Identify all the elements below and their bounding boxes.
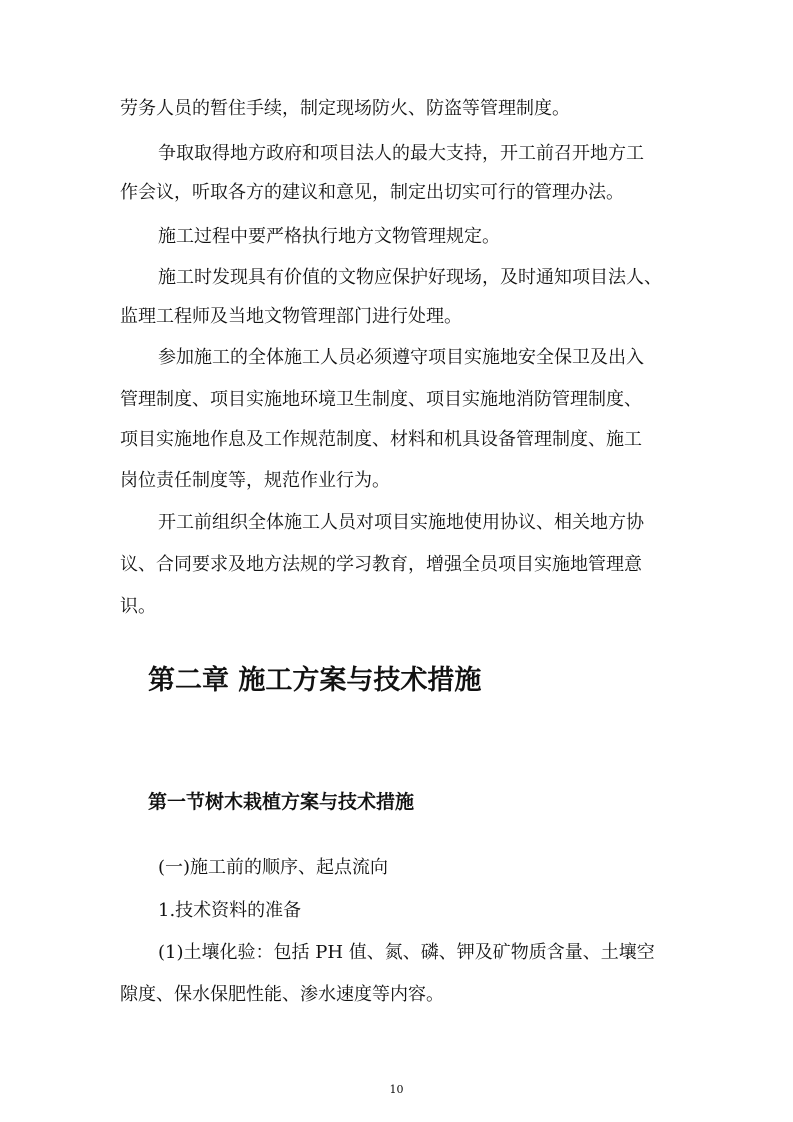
- list-item: (1)土壤化验：包括 PH 值、氮、磷、钾及矿物质含量、土壤空: [158, 942, 655, 963]
- body-text-line: 议、合同要求及地方法规的学习教育，增强全员项目实施地管理意: [120, 554, 642, 575]
- page-number: 10: [389, 1083, 404, 1096]
- paragraph-first-line: 开工前组织全体施工人员对项目实施地使用协议、相关地方协: [158, 512, 644, 533]
- body-text-line: 监理工程师及当地文物管理部门进行处理。: [120, 306, 462, 327]
- paragraph-first-line: 参加施工的全体施工人员必须遵守项目实施地安全保卫及出入: [158, 347, 644, 368]
- section-title: 第一节树木栽植方案与技术措施: [148, 791, 415, 813]
- paragraph-first-line: 施工时发现具有价值的文物应保护好现场，及时通知项目法人、: [158, 267, 662, 288]
- body-text-line: 项目实施地作息及工作规范制度、材料和机具设备管理制度、施工: [120, 429, 642, 450]
- paragraph-first-line: 争取取得地方政府和项目法人的最大支持，开工前召开地方工: [158, 143, 644, 164]
- paragraph-first-line: 施工过程中要严格执行地方文物管理规定。: [158, 226, 500, 247]
- list-item-continuation: 隙度、保水保肥性能、渗水速度等内容。: [120, 984, 444, 1005]
- body-text-line: 作会议，听取各方的建议和意见，制定出切实可行的管理办法。: [120, 182, 624, 203]
- chapter-title: 第二章 施工方案与技术措施: [148, 665, 482, 696]
- list-item: (一)施工前的顺序、起点流向: [158, 857, 389, 878]
- body-text-line: 识。: [120, 596, 156, 617]
- list-item: 1.技术资料的准备: [158, 900, 302, 921]
- body-text-line: 劳务人员的暂住手续，制定现场防火、防盗等管理制度。: [120, 98, 570, 119]
- body-text-line: 管理制度、项目实施地环境卫生制度、项目实施地消防管理制度、: [120, 389, 642, 410]
- body-text-line: 岗位责任制度等，规范作业行为。: [120, 470, 390, 491]
